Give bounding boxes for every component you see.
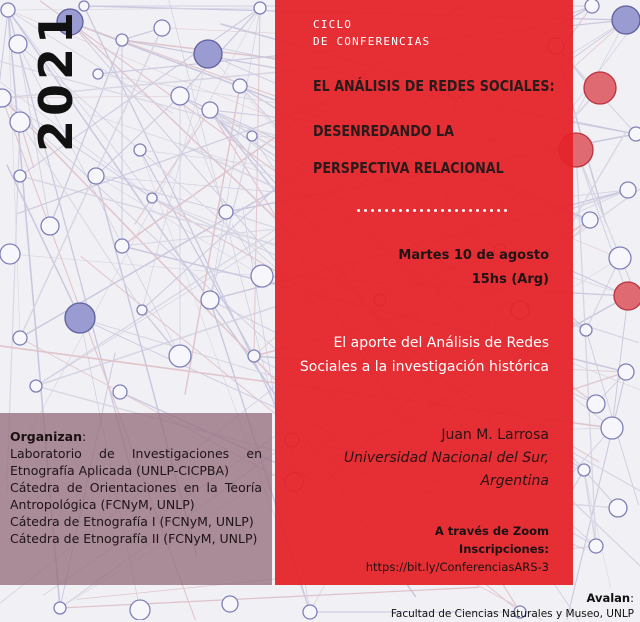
network-node bbox=[13, 331, 27, 345]
network-node bbox=[585, 0, 599, 13]
organizers-heading-text: Organizan bbox=[10, 429, 82, 444]
divider-dot bbox=[420, 209, 423, 212]
organizers-heading bbox=[10, 428, 262, 445]
organizer-item: Laboratorio de Investigaciones en Etnografía Aplicada (UNLP-CICPBA) bbox=[10, 446, 262, 478]
network-node bbox=[14, 170, 26, 182]
network-node bbox=[303, 605, 317, 619]
network-node bbox=[147, 193, 157, 203]
speaker-institution: Universidad Nacional del Sur, Argentina bbox=[343, 450, 549, 489]
network-node bbox=[614, 282, 640, 310]
divider-dot bbox=[497, 209, 500, 212]
network-node bbox=[194, 40, 222, 68]
organizer-item: Cátedra de Orientaciones en la Teoría Antropológica (FCNyM, UNLP) bbox=[10, 480, 262, 512]
endorsements-heading bbox=[391, 590, 634, 606]
event-time: 15hs (Arg) bbox=[471, 272, 549, 287]
series-title-line2: DESENREDANDO LA bbox=[313, 122, 454, 140]
network-node bbox=[113, 385, 127, 399]
network-node bbox=[582, 212, 598, 228]
series-label-line1: CICLO bbox=[313, 18, 353, 31]
dotted-divider bbox=[357, 206, 507, 214]
divider-dot bbox=[371, 209, 374, 212]
network-node bbox=[116, 34, 128, 46]
network-edge bbox=[96, 96, 180, 176]
network-node bbox=[589, 539, 603, 553]
divider-dot bbox=[413, 209, 416, 212]
series-title-line1: EL ANÁLISIS DE REDES SOCIALES: bbox=[313, 77, 555, 95]
year-label bbox=[26, 7, 86, 153]
endorsements-heading-colon: : bbox=[630, 591, 634, 605]
network-node bbox=[9, 35, 27, 53]
divider-dot bbox=[385, 209, 388, 212]
speaker-name: Juan M. Larrosa bbox=[441, 427, 549, 443]
organizers-panel bbox=[0, 413, 272, 585]
network-node bbox=[609, 499, 627, 517]
network-node bbox=[233, 79, 247, 93]
series-title-line3: PERSPECTIVA RELACIONAL bbox=[313, 159, 504, 177]
registration-block bbox=[289, 522, 549, 576]
network-edge bbox=[10, 254, 262, 276]
divider-dot bbox=[392, 209, 395, 212]
network-node bbox=[130, 600, 150, 620]
divider-dot bbox=[462, 209, 465, 212]
organizer-item: Cátedra de Etnografía II (FCNyM, UNLP) bbox=[10, 531, 258, 546]
series-title bbox=[313, 68, 555, 187]
series-label bbox=[313, 16, 430, 50]
endorsements-heading-text: Avalan bbox=[586, 591, 631, 605]
endorsement-item: Facultad de Ciencias Naturales y Museo, UNLP bbox=[390, 608, 634, 620]
network-node bbox=[222, 596, 238, 612]
network-node bbox=[202, 102, 218, 118]
network-node bbox=[201, 291, 219, 309]
network-node bbox=[629, 127, 640, 141]
divider-dot bbox=[469, 209, 472, 212]
network-node bbox=[620, 182, 636, 198]
network-node bbox=[587, 395, 605, 413]
network-node bbox=[1, 3, 15, 17]
network-node bbox=[251, 265, 273, 287]
organizer-item: Cátedra de Etnografía I (FCNyM, UNLP) bbox=[10, 514, 254, 529]
network-node bbox=[93, 69, 103, 79]
talk-title: El aporte del Análisis de Redes Sociales a la investigación histórica bbox=[299, 335, 549, 375]
endorsements-block bbox=[391, 590, 634, 622]
divider-dot bbox=[427, 209, 430, 212]
network-edge bbox=[612, 296, 628, 428]
network-node bbox=[618, 364, 634, 380]
divider-dot bbox=[406, 209, 409, 212]
network-node bbox=[154, 20, 170, 36]
network-node bbox=[137, 305, 147, 315]
network-node bbox=[171, 87, 189, 105]
divider-dot bbox=[357, 209, 360, 212]
event-datetime bbox=[398, 244, 549, 292]
divider-dot bbox=[455, 209, 458, 212]
network-node bbox=[584, 72, 616, 104]
divider-dot bbox=[504, 209, 507, 212]
network-node bbox=[65, 303, 95, 333]
network-node bbox=[30, 380, 42, 392]
divider-dot bbox=[378, 209, 381, 212]
speaker-block bbox=[289, 424, 549, 493]
event-panel bbox=[275, 0, 573, 585]
divider-dot bbox=[399, 209, 402, 212]
network-node bbox=[578, 464, 590, 476]
network-node bbox=[609, 247, 631, 269]
registration-label: Inscripciones: bbox=[458, 542, 549, 556]
organizers-heading-colon: : bbox=[81, 429, 87, 444]
network-node bbox=[248, 350, 260, 362]
network-node bbox=[115, 239, 129, 253]
divider-dot bbox=[441, 209, 444, 212]
network-node bbox=[612, 6, 640, 34]
network-node bbox=[601, 417, 623, 439]
zoom-label: A través de Zoom bbox=[434, 524, 549, 538]
divider-dot bbox=[483, 209, 486, 212]
network-node bbox=[0, 244, 20, 264]
divider-dot bbox=[434, 209, 437, 212]
registration-link[interactable]: https://bit.ly/ConferenciasARS-3 bbox=[365, 560, 549, 574]
network-edge bbox=[185, 86, 240, 395]
network-node bbox=[54, 602, 66, 614]
network-node bbox=[169, 345, 191, 367]
divider-dot bbox=[490, 209, 493, 212]
network-node bbox=[88, 168, 104, 184]
divider-dot bbox=[448, 209, 451, 212]
network-node bbox=[41, 217, 59, 235]
network-node bbox=[247, 131, 257, 141]
divider-dot bbox=[364, 209, 367, 212]
network-node bbox=[254, 2, 266, 14]
series-label-line2: DE CONFERENCIAS bbox=[313, 35, 431, 48]
network-node bbox=[580, 324, 592, 336]
event-date: Martes 10 de agosto bbox=[398, 248, 549, 263]
divider-dot bbox=[476, 209, 479, 212]
network-node bbox=[134, 144, 146, 156]
year-text: 2021 bbox=[29, 7, 83, 153]
network-node bbox=[219, 205, 233, 219]
